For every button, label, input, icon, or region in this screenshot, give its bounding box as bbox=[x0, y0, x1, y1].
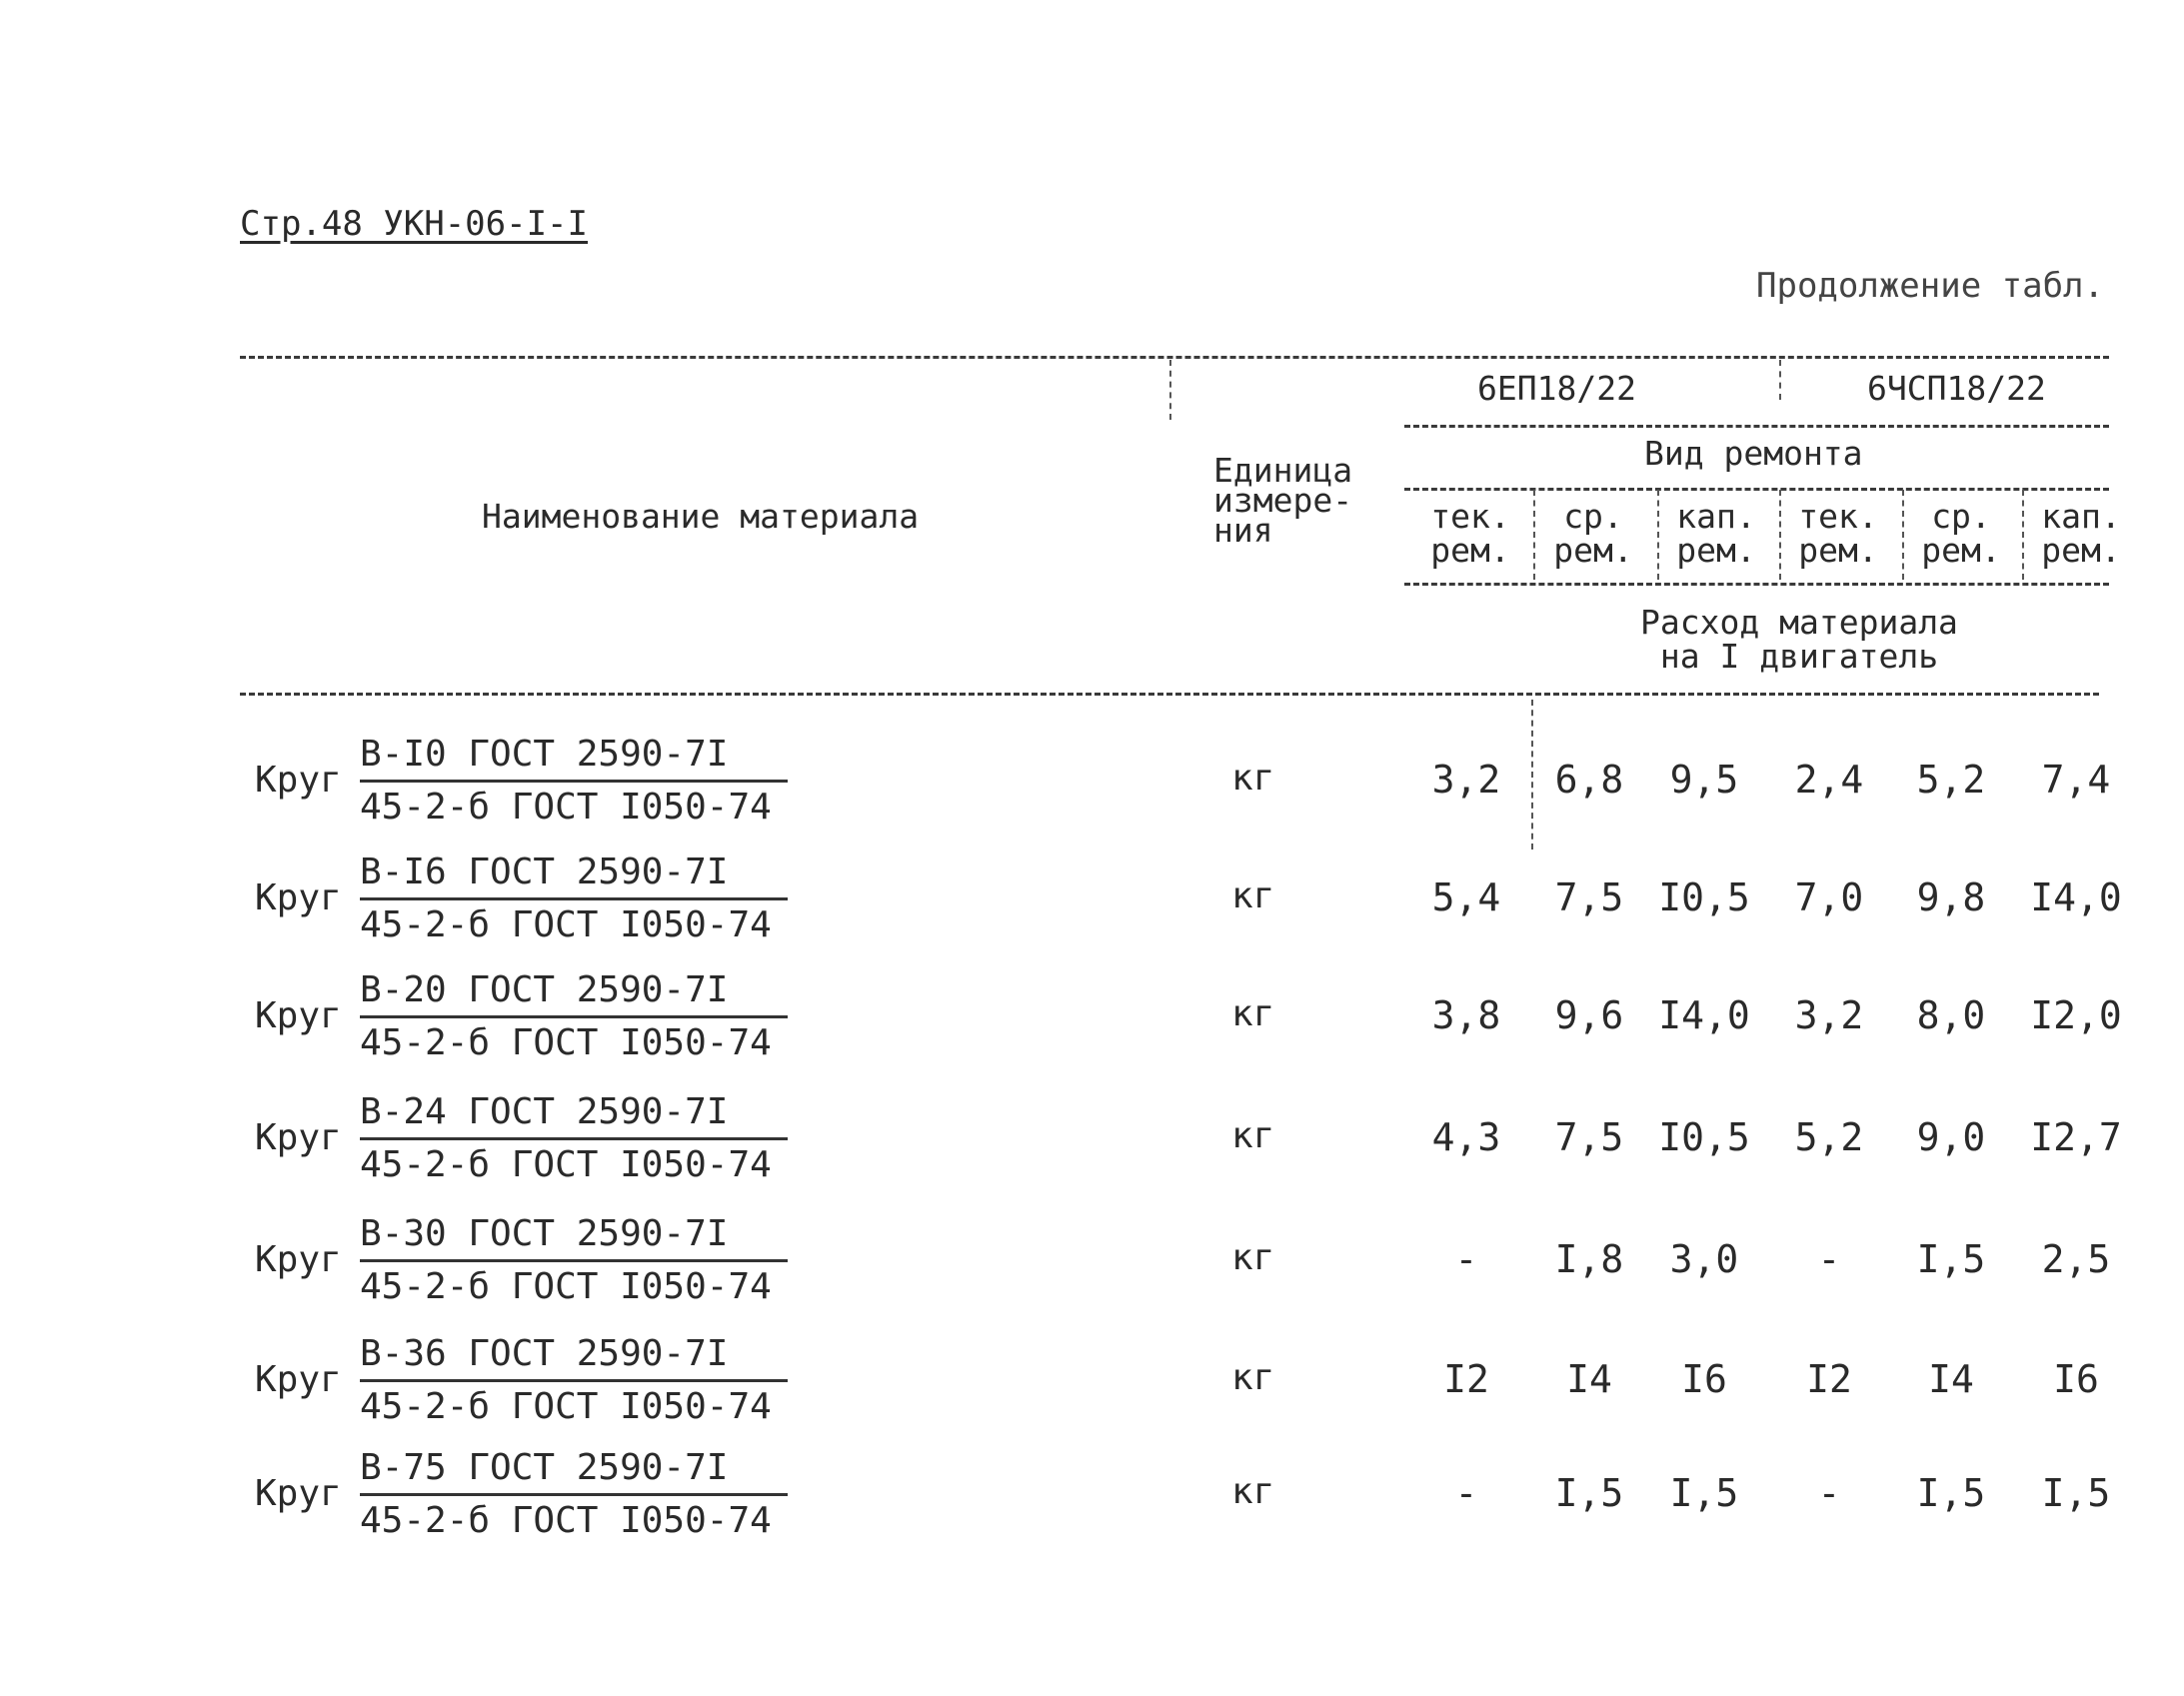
unit-cell: кг bbox=[1231, 1471, 1275, 1512]
value-cell: I,5 bbox=[1916, 1237, 1986, 1281]
repair-col-line: рем. bbox=[2041, 531, 2121, 570]
material-kind: Круг bbox=[255, 995, 342, 1036]
value-cell: - bbox=[1817, 1471, 1841, 1515]
consumption-line: Расход материала bbox=[1640, 603, 1958, 642]
repair-col-line: ср. bbox=[1931, 497, 1991, 536]
material-spec bbox=[360, 730, 788, 833]
repair-col-header bbox=[1411, 497, 1529, 570]
engine-header-2: 6ЧСП18/22 bbox=[1867, 369, 2046, 408]
repair-col-header bbox=[1902, 497, 2020, 570]
value-cell: I2 bbox=[1443, 1357, 1489, 1401]
value-cell: I2 bbox=[1806, 1357, 1852, 1401]
unit-cell: кг bbox=[1231, 875, 1275, 916]
value-cell: I4 bbox=[1566, 1357, 1612, 1401]
value-cell: I0,5 bbox=[1658, 875, 1750, 919]
value-cell: 9,5 bbox=[1669, 758, 1739, 802]
value-cell: I6 bbox=[1681, 1357, 1727, 1401]
consumption-header bbox=[1619, 603, 1979, 676]
repair-col-line: ср. bbox=[1563, 497, 1623, 536]
material-spec bbox=[360, 1329, 788, 1432]
value-cell: 4,3 bbox=[1431, 1115, 1501, 1159]
unit-header-line: измере- bbox=[1213, 481, 1353, 520]
value-cell: I,5 bbox=[2041, 1471, 2111, 1515]
value-cell: I6 bbox=[2053, 1357, 2099, 1401]
value-cell: 3,0 bbox=[1669, 1237, 1739, 1281]
value-cell: I,5 bbox=[1916, 1471, 1986, 1515]
unit-cell: кг bbox=[1231, 993, 1275, 1034]
repair-col-line: рем. bbox=[1798, 531, 1878, 570]
value-cell: - bbox=[1454, 1471, 1478, 1515]
repair-type-rule bbox=[1404, 488, 2109, 491]
material-spec-bottom: 45-2-б ГОСТ I050-74 bbox=[360, 1500, 772, 1541]
repair-col-line: рем. bbox=[1553, 531, 1633, 570]
material-kind: Круг bbox=[255, 1473, 342, 1514]
table-row bbox=[0, 965, 2184, 1083]
repair-cols-rule bbox=[1404, 583, 2109, 586]
material-spec-bottom: 45-2-б ГОСТ I050-74 bbox=[360, 1022, 772, 1063]
value-cell: I4,0 bbox=[1658, 993, 1750, 1037]
material-spec-top: В-30 ГОСТ 2590-7I bbox=[360, 1209, 788, 1262]
table-top-rule bbox=[240, 356, 2109, 359]
value-cell: I4,0 bbox=[2030, 875, 2122, 919]
page-reference: Стр.48 УКН-06-I-I bbox=[240, 204, 588, 244]
value-cell: I2,7 bbox=[2030, 1115, 2122, 1159]
material-spec-top: В-I0 ГОСТ 2590-7I bbox=[360, 730, 788, 783]
value-cell: 3,8 bbox=[1431, 993, 1501, 1037]
value-cell: - bbox=[1817, 1237, 1841, 1281]
value-cell: 6,8 bbox=[1554, 758, 1624, 802]
material-kind: Круг bbox=[255, 1117, 342, 1158]
col-header-unit bbox=[1213, 451, 1353, 550]
value-cell: 3,2 bbox=[1431, 758, 1501, 802]
material-kind: Круг bbox=[255, 1239, 342, 1280]
value-cell: I,5 bbox=[1554, 1471, 1624, 1515]
repair-col-line: тек. bbox=[1798, 497, 1878, 536]
value-cell: 7,0 bbox=[1794, 875, 1864, 919]
material-kind: Круг bbox=[255, 1359, 342, 1400]
unit-cell: кг bbox=[1231, 1115, 1275, 1156]
material-spec-bottom: 45-2-б ГОСТ I050-74 bbox=[360, 1386, 772, 1427]
engine-rule bbox=[1404, 425, 2109, 428]
unit-cell: кг bbox=[1231, 1237, 1275, 1278]
repair-col-line: кап. bbox=[1676, 497, 1756, 536]
value-cell: - bbox=[1454, 1237, 1478, 1281]
value-cell: 9,8 bbox=[1916, 875, 1986, 919]
value-cell: 9,0 bbox=[1916, 1115, 1986, 1159]
value-cell: 2,5 bbox=[2041, 1237, 2111, 1281]
value-cell: I0,5 bbox=[1658, 1115, 1750, 1159]
value-cell: 5,2 bbox=[1794, 1115, 1864, 1159]
repair-col-header bbox=[1779, 497, 1897, 570]
unit-cell: кг bbox=[1231, 758, 1275, 799]
header-bottom-rule bbox=[240, 693, 2099, 696]
table-row bbox=[0, 1209, 2184, 1327]
value-cell: I,5 bbox=[1669, 1471, 1739, 1515]
material-spec bbox=[360, 1443, 788, 1546]
material-spec-bottom: 45-2-б ГОСТ I050-74 bbox=[360, 904, 772, 945]
repair-col-header bbox=[2022, 497, 2140, 570]
unit-cell: кг bbox=[1231, 1357, 1275, 1398]
unit-header-line: Единица bbox=[1213, 451, 1353, 490]
engine-header-1: 6ЕП18/22 bbox=[1477, 369, 1636, 408]
value-cell: 7,4 bbox=[2041, 758, 2111, 802]
material-spec bbox=[360, 965, 788, 1068]
material-spec bbox=[360, 848, 788, 950]
table-row bbox=[0, 1329, 2184, 1447]
value-cell: 7,5 bbox=[1554, 1115, 1624, 1159]
repair-col-line: рем. bbox=[1921, 531, 2001, 570]
material-spec-top: В-20 ГОСТ 2590-7I bbox=[360, 965, 788, 1018]
material-spec bbox=[360, 1087, 788, 1190]
material-spec-top: В-36 ГОСТ 2590-7I bbox=[360, 1329, 788, 1382]
material-kind: Круг bbox=[255, 877, 342, 918]
value-cell: I4 bbox=[1928, 1357, 1974, 1401]
material-spec-bottom: 45-2-б ГОСТ I050-74 bbox=[360, 1266, 772, 1307]
value-cell: 5,2 bbox=[1916, 758, 1986, 802]
repair-col-header bbox=[1534, 497, 1652, 570]
table-row bbox=[0, 848, 2184, 965]
table-row bbox=[0, 730, 2184, 848]
material-spec-top: В-75 ГОСТ 2590-7I bbox=[360, 1443, 788, 1496]
table-row bbox=[0, 1087, 2184, 1205]
repair-col-line: рем. bbox=[1676, 531, 1756, 570]
value-cell: 7,5 bbox=[1554, 875, 1624, 919]
material-spec-bottom: 45-2-б ГОСТ I050-74 bbox=[360, 1144, 772, 1185]
material-spec-bottom: 45-2-б ГОСТ I050-74 bbox=[360, 787, 772, 828]
repair-type-header: Вид ремонта bbox=[1644, 434, 1863, 473]
repair-col-line: кап. bbox=[2041, 497, 2121, 536]
material-spec bbox=[360, 1209, 788, 1312]
material-spec-top: В-I6 ГОСТ 2590-7I bbox=[360, 848, 788, 900]
continuation-label: Продолжение табл. bbox=[1756, 266, 2104, 306]
value-cell: I2,0 bbox=[2030, 993, 2122, 1037]
value-cell: 8,0 bbox=[1916, 993, 1986, 1037]
repair-col-header bbox=[1657, 497, 1775, 570]
col-header-name: Наименование материала bbox=[482, 497, 920, 536]
consumption-line: на I двигатель bbox=[1659, 637, 1939, 676]
material-spec-top: В-24 ГОСТ 2590-7I bbox=[360, 1087, 788, 1140]
value-cell: I,8 bbox=[1554, 1237, 1624, 1281]
unit-column-divider bbox=[1169, 360, 1171, 420]
value-cell: 9,6 bbox=[1554, 993, 1624, 1037]
value-cell: 5,4 bbox=[1431, 875, 1501, 919]
value-cell: 3,2 bbox=[1794, 993, 1864, 1037]
material-kind: Круг bbox=[255, 760, 342, 801]
repair-col-line: тек. bbox=[1430, 497, 1510, 536]
table-row bbox=[0, 1443, 2184, 1561]
value-cell: 2,4 bbox=[1794, 758, 1864, 802]
unit-header-line: ния bbox=[1213, 511, 1273, 550]
engine-divider bbox=[1779, 360, 1781, 400]
repair-col-line: рем. bbox=[1430, 531, 1510, 570]
